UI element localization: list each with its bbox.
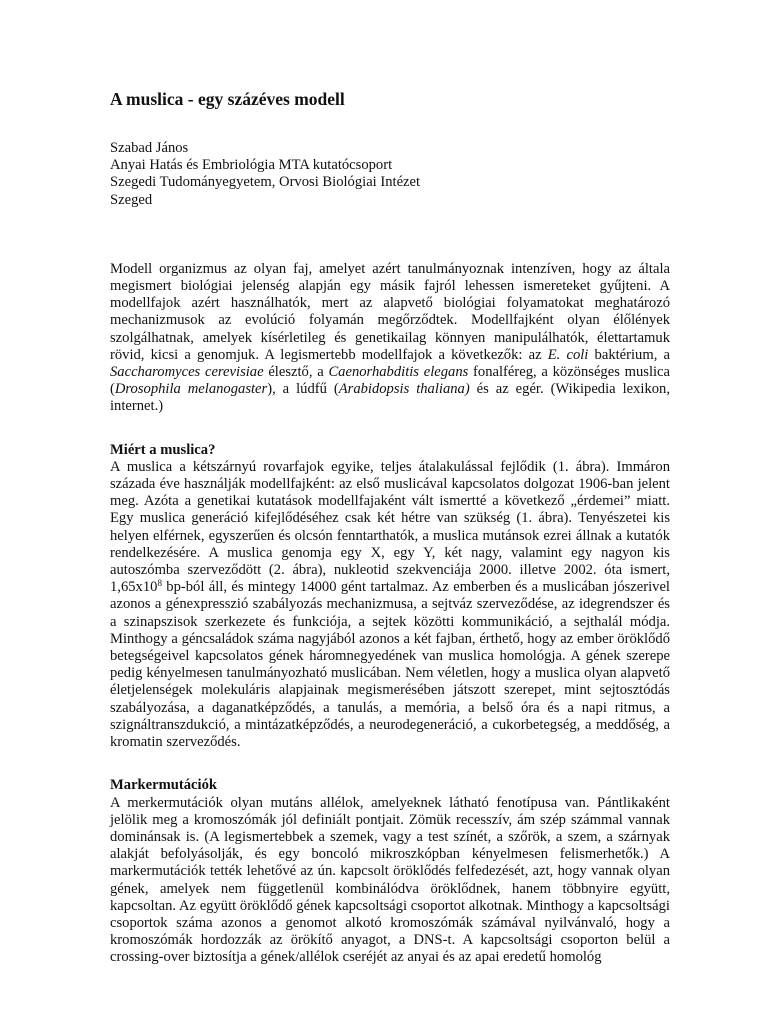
intro-text-6: és az egér. (Wikipedia lexikon, internet.) xyxy=(110,381,670,415)
section-why-drosophila xyxy=(110,442,670,752)
author-affiliation-research-group: Anyai Hatás és Embriológia MTA kutatócsoport xyxy=(110,157,393,174)
section-markers-paragraph: A merkermutációk olyan mutáns allélok, amelyeknek látható fenotípusa van. Pántlikaként jelölik meg a kromoszómák jól definiált pontjait. Zömük recesszív, ám szép számmal vannak dominánsak is. (A legismertebbek a szemek, vagy a test színét, a szőrök, a szem, a szárnyak alakját befolyásolják, és egy boncoló mikroszkópban kényelmesen felismerhetők.) A markermutációk tették lehetővé az ún. kapcsolt öröklődés felfedezését, azt, hogy vannak olyan gének, amelyek nem függetlenül kombinálódva öröklődnek, hanem többnyire együtt, kapcsoltan. Az együtt öröklődő gének kapcsoltsági csoportot alkotnak. Minthogy a kapcsoltsági csoportok száma azonos a genomot alkotó kromoszómák számával nyilvánvaló, hogy a kromoszómák hordozzák az örökítő anyagot, a DNS-t. A kapcsoltsági csoporton belül a crossing-over biztosítja a gének/allélok cseréjét az anyai és az apai eredetű homológ xyxy=(110,794,670,966)
intro-text-5: ), a lúdfű ( xyxy=(267,381,339,398)
author-city: Szeged xyxy=(110,191,153,208)
section-marker-mutations xyxy=(110,777,670,966)
intro-text-1: Modell organizmus az olyan faj, amelyet azért tanulmányoznak intenzíven, hogy az általa megismert biológiai jelenség alapján egy másik fajról lehessen ismereteket gyűjteni. A modellfajok azért használhatók, mert az alapvető biológiai folyamatokat meghatározó mechanizmusok az evolúció folyamán megőrződtek. Modellfajként olyan élőlények szolgálhatnak, amelyek kísérletileg és genetikailag könnyen manipulálhatók, élettartamuk rövid, kicsi a genomjuk. A legismertebb modellfajok a következők: az xyxy=(110,260,670,363)
section-heading-why: Miért a muslica? xyxy=(110,441,216,458)
intro-text-4: fonalféreg, a közönséges muslica ( xyxy=(110,364,671,398)
author-block xyxy=(110,140,670,209)
exponent: 8 xyxy=(157,578,162,589)
species-saccharomyces: Saccharomyces cerevisiae xyxy=(110,364,264,381)
intro-text-3: élesztő, a xyxy=(263,364,329,381)
section-heading-markers: Markermutációk xyxy=(110,777,217,794)
section-why-text-2: bp-ból áll, és mintegy 14000 gént tartalmaz. Az emberben és a muslicában jószerivel azonos a génexpresszió szabályozás mechanizmusa, a sejtváz szerveződése, az idegrendszer és a szinapszisok szerkezete és funkciója, a sejtek közötti kommunikáció, a sejthalál módja. Minthogy a géncsaládok száma nagyjából azonos a két fajban, érthető, hogy az ember öröklődő betegségeivel kapcsolatos gének háromnegyedének van muslica homológja. A gének szerepe pedig kényelmesen tanulmányozható muslicában. Nem véletlen, hogy a muslica olyan alapvető életjelenségek molekuláris alapjainak megismerésében játszott szerepet, mint sejtosztódás szabályozása, a daganatképződés, a tanulás, a memória, a belső óra és a napi ritmus, a szignáltranszdukció, a mintázatképződés, a neurodegeneráció, a cukorbetegség, a meddőség, a kromatin szerveződés. xyxy=(110,579,670,751)
species-drosophila: Drosophila melanogaster xyxy=(114,381,268,398)
document-title: A muslica - egy százéves modell xyxy=(110,89,345,109)
section-why-paragraph xyxy=(110,459,670,751)
author-affiliation-university: Szegedi Tudományegyetem, Orvosi Biológiai Intézet xyxy=(110,174,421,191)
intro-paragraph xyxy=(110,261,670,416)
document-body xyxy=(110,88,670,967)
author-name: Szabad János xyxy=(110,140,189,156)
species-arabidopsis: Arabidopsis thaliana) xyxy=(338,381,470,398)
species-caenorhabditis: Caenorhabditis elegans xyxy=(328,364,469,381)
species-e-coli: E. coli xyxy=(547,346,589,363)
section-why-text-1: A muslica a kétszárnyú rovarfajok egyike, teljes átalakulással fejlődik (1. ábra). Immáron százada éve használják modellfajként: az első muslicával kapcsolatos dolgozat 1906-ban jelent meg. Azóta a genetikai kutatások modellfajaként vált ismertté a következő „érdemei” miatt. Egy muslica generáció kifejlődéséhez csak két hétre van szükség (1. ábra). Tenyészetei kis helyen elférnek, egyszerűen és olcsón fenntarthatók, a muslica mutánsok ezrei állnak a kutatók rendelkezésére. A muslica genomja egy X, egy Y, két nagy, valamint egy nagyon kis autoszómba szerveződött (2. ábra), nukleotid szekvenciája 2000. illetve 2002. óta ismert, 1,65x10 xyxy=(110,458,670,596)
intro-text-2: baktérium, a xyxy=(588,346,670,363)
